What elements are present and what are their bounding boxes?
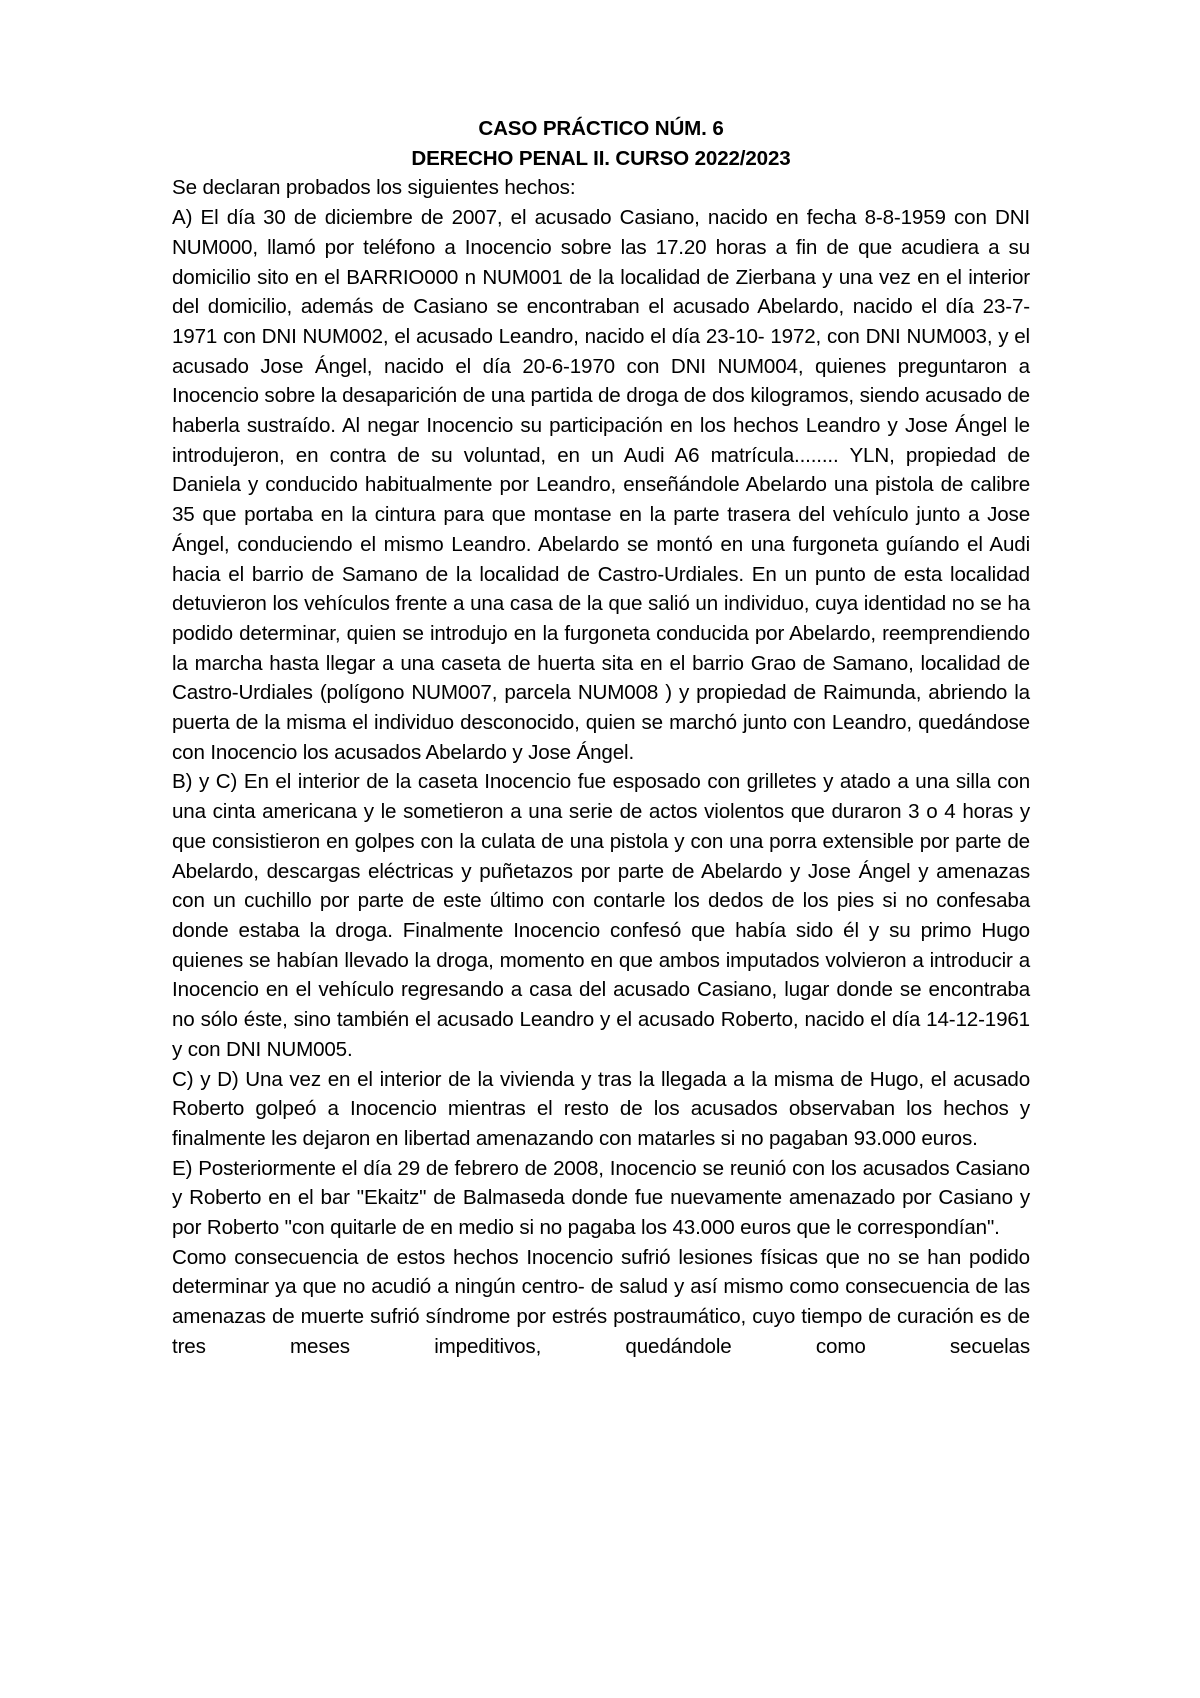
paragraph-e: E) Posteriormente el día 29 de febrero de 2008, Inocencio se reunió con los acusados Casiano y Roberto en el bar "Ekaitz" de Balmaseda donde fue nuevamente amenazado por Casiano y por Roberto "con quitarle de en medio si no pagaba los 43.000 euros que le correspondían". bbox=[172, 1156, 1030, 1240]
document-body bbox=[172, 114, 1030, 1362]
paragraph-consequences: Como consecuencia de estos hechos Inocencio sufrió lesiones físicas que no se han podido determinar ya que no acudió a ningún centro- de salud y así mismo como consecuencia de las amenazas de muerte sufrió síndrome por estrés postraumático, cuyo tiempo de curación es de tres meses impeditivos, quedándole como secuelas bbox=[172, 1245, 1030, 1358]
paragraph-b-c: B) y C) En el interior de la caseta Inocencio fue esposado con grilletes y atado a una silla con una cinta americana y le sometieron a una serie de actos violentos que duraron 3 o 4 horas y que consistieron en golpes con la culata de una pistola y con una porra extensible por parte de Abelardo, descargas eléctricas y puñetazos por parte de Abelardo y Jose Ángel y amenazas con un cuchillo por parte de este último con contarle los dedos de los pies si no confesaba donde estaba la droga. Finalmente Inocencio confesó que había sido él y su primo Hugo quienes se habían llevado la droga, momento en que ambos imputados volvieron a introducir a Inocencio en el vehículo regresando a casa del acusado Casiano, lugar donde se encontraba no sólo éste, sino también el acusado Leandro y el acusado Roberto, nacido el día 14-12-1961 y con DNI NUM005. bbox=[172, 770, 1030, 1061]
document-subtitle: DERECHO PENAL II. CURSO 2022/2023 bbox=[411, 146, 791, 170]
document-title: CASO PRÁCTICO NÚM. 6 bbox=[478, 117, 724, 140]
paragraph-c-d: C) y D) Una vez en el interior de la vivienda y tras la llegada a la misma de Hugo, el acusado Roberto golpeó a Inocencio mientras el resto de los acusados observaban los hechos y finalmente les dejaron en libertad amenazando con matarles si no pagaban 93.000 euros. bbox=[172, 1067, 1030, 1150]
paragraph-a: A) El día 30 de diciembre de 2007, el acusado Casiano, nacido en fecha 8-8-1959 con DNI NUM000, llamó por teléfono a Inocencio sobre las 17.20 horas a fin de que acudiera a su domicilio sito en el BARRIO000 n NUM001 de la localidad de Zierbana y una vez en el interior del domicilio, además de Casiano se encontraban el acusado Abelardo, nacido el día 23-7-1971 con DNI NUM002, el acusado Leandro, nacido el día 23-10- 1972, con DNI NUM003, y el acusado Jose Ángel, nacido el día 20-6-1970 con DNI NUM004, quienes preguntaron a Inocencio sobre la desaparición de una partida de droga de dos kilogramos, siendo acusado de haberla sustraído. Al negar Inocencio su participación en los hechos Leandro y Jose Ángel le introdujeron, en contra de su voluntad, en un Audi A6 matrícula........ YLN, propiedad de Daniela y conducido habitualmente por Leandro, enseñándole Abelardo una pistola de calibre 35 que portaba en la cintura para que montase en la parte trasera del vehículo junto a Jose Ángel, conduciendo el mismo Leandro. Abelardo se montó en una furgoneta guíando el Audi hacia el barrio de Samano de la localidad de Castro-Urdiales. En un punto de esta localidad detuvieron los vehículos frente a una casa de la que salió un individuo, cuya identidad no se ha podido determinar, quien se introdujo en la furgoneta conducida por Abelardo, reemprendiendo la marcha hasta llegar a una caseta de huerta sita en el barrio Grao de Samano, localidad de Castro-Urdiales (polígono NUM007, parcela NUM008 ) y propiedad de Raimunda, abriendo la puerta de la misma el individuo desconocido, quien se marchó junto con Leandro, quedándose con Inocencio los acusados Abelardo y Jose Ángel. bbox=[172, 206, 1030, 764]
intro-line: Se declaran probados los siguientes hechos: bbox=[172, 176, 576, 200]
